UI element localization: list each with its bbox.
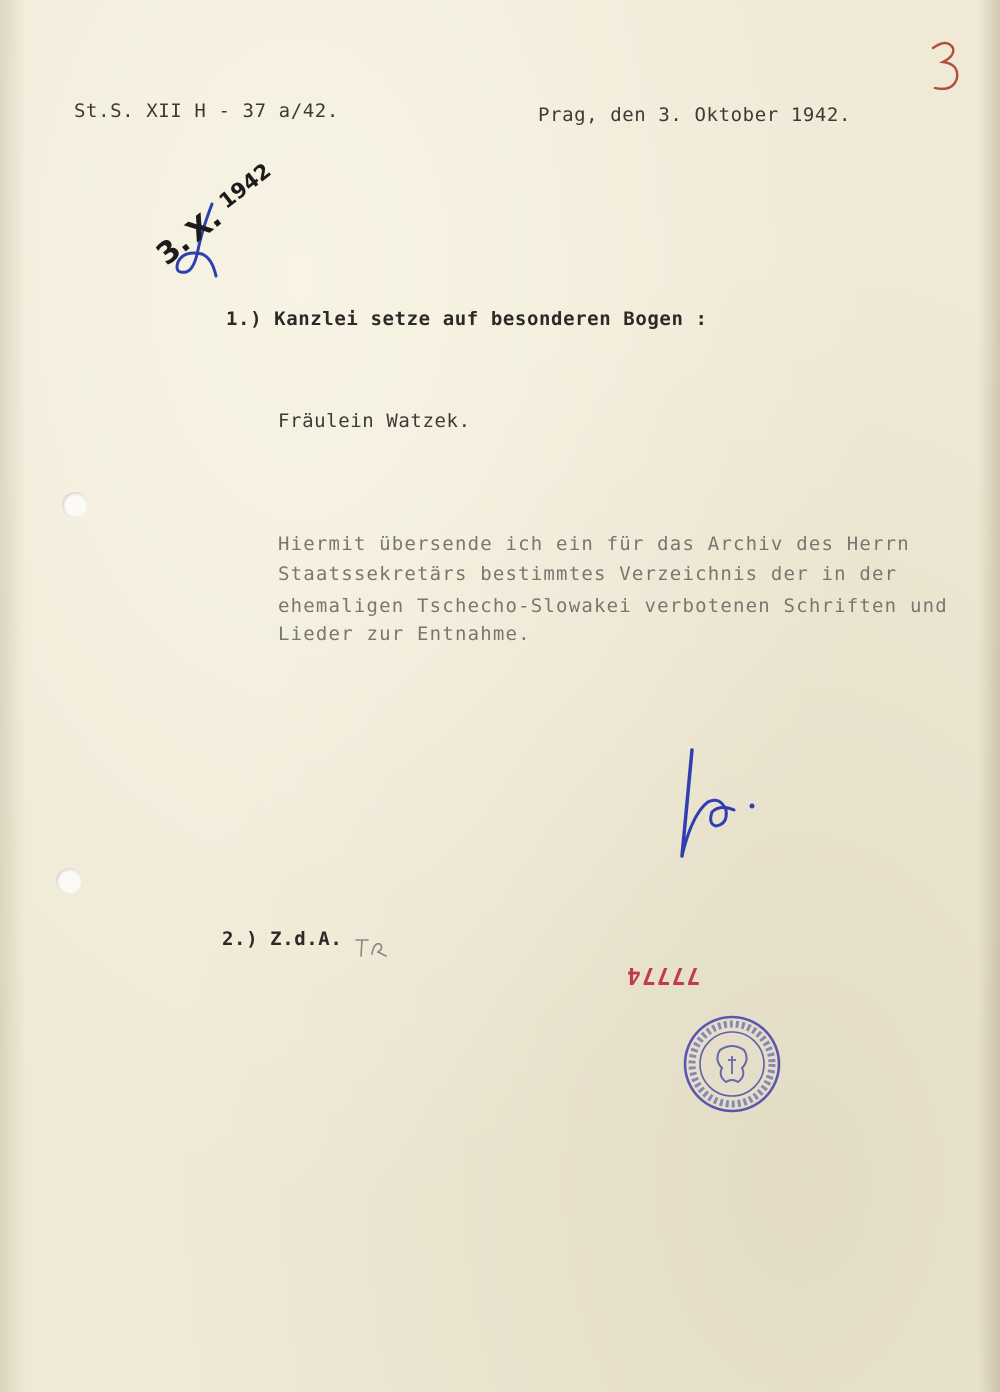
body-line-1: Hiermit übersende ich ein für das Archiv des Herrn (278, 533, 910, 555)
signature (668, 744, 768, 864)
office-seal (680, 1012, 784, 1116)
item-one: 1.) Kanzlei setze auf besonderen Bogen : (226, 308, 708, 330)
place-date: Prag, den 3. Oktober 1942. (538, 104, 852, 126)
page-edge-right (978, 0, 1000, 1392)
archive-number-stamp: 77774 (626, 962, 701, 988)
body-line-3: ehemaligen Tschecho-Slowakei verbotenen Schriften und (278, 595, 948, 617)
page-number-mark (925, 38, 970, 98)
item-two: 2.) Z.d.A. (222, 928, 343, 950)
recipient: Fräulein Watzek. (278, 410, 471, 432)
stamp-year: 1942 (214, 158, 276, 214)
stamp-month: X. (179, 200, 229, 250)
punch-hole-upper (62, 492, 88, 518)
reference-number: St.S. XII H - 37 a/42. (74, 100, 339, 122)
body-line-2: Staatssekretärs bestimmtes Verzeichnis der in der (278, 563, 898, 585)
body-line-4: Lieder zur Entnahme. (278, 623, 531, 645)
stamp-day: 3. (150, 225, 197, 273)
item-two-initial (354, 934, 388, 960)
page-edge-left (0, 0, 26, 1392)
punch-hole-lower (56, 868, 82, 894)
